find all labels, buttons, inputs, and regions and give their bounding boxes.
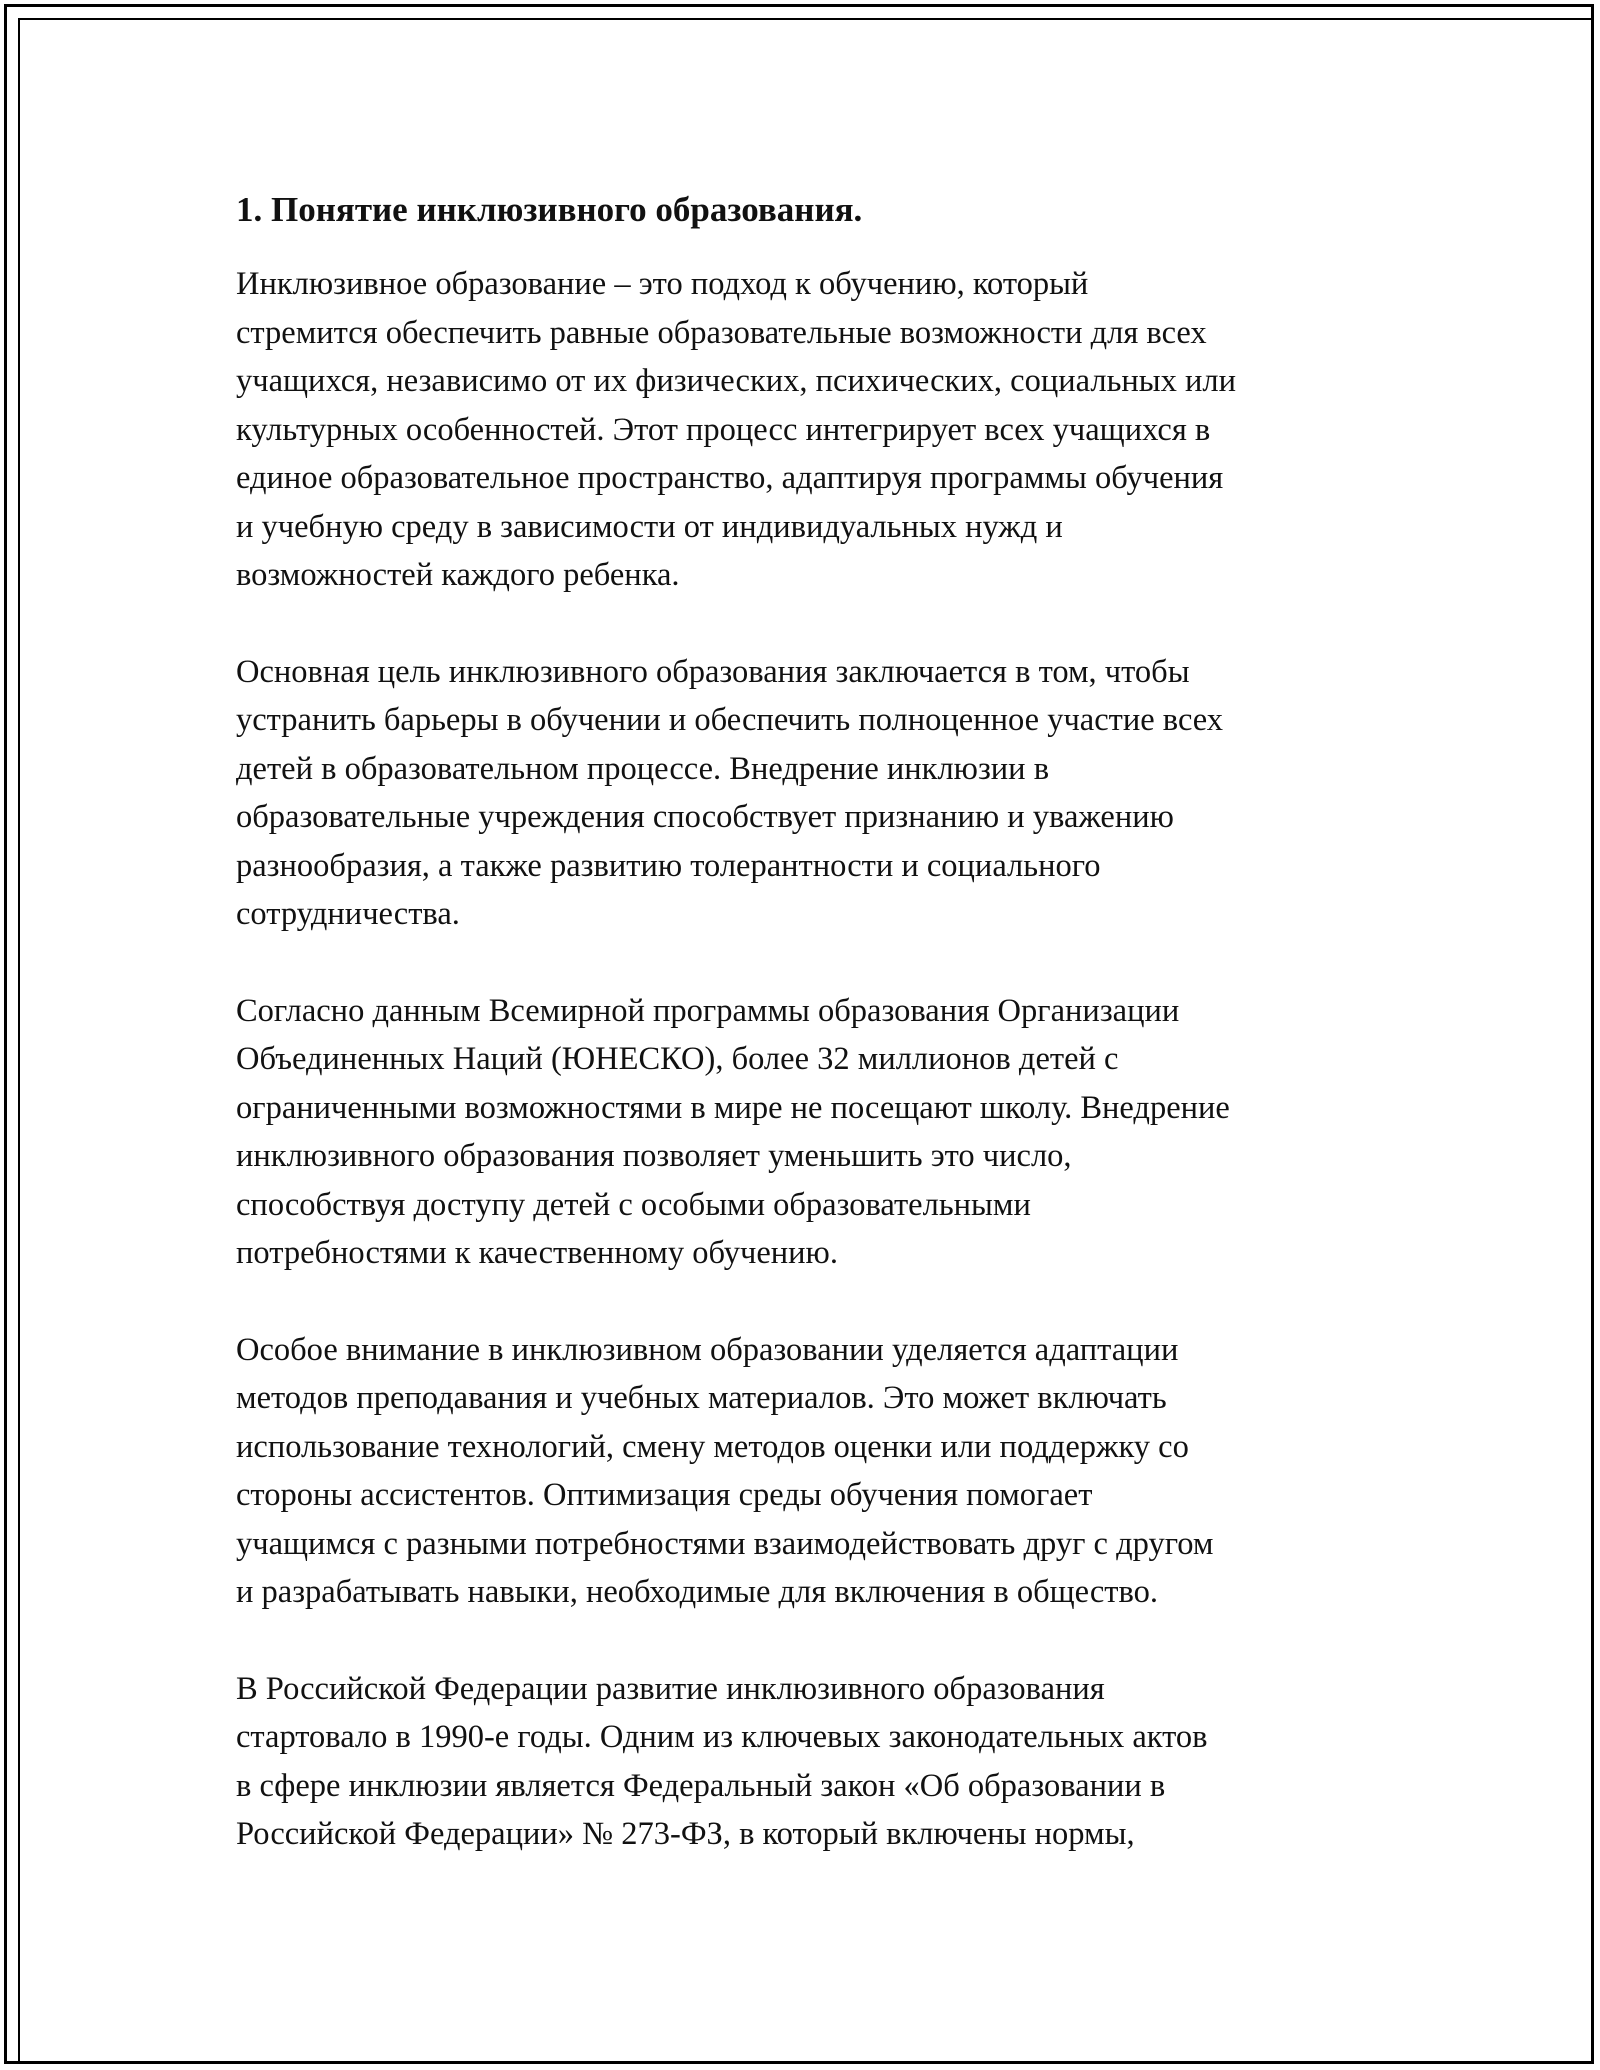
paragraph-line: стартовало в 1990-е годы. Одним из ключевых законодательных актов — [236, 1719, 1208, 1755]
paragraph-3 — [236, 987, 1366, 1278]
paragraph-line: инклюзивного образования позволяет уменьшить это число, — [236, 1138, 1072, 1174]
paragraph-line: В Российской Федерации развитие инклюзивного образования — [236, 1670, 1105, 1707]
paragraph-line: методов преподавания и учебных материалов. Это может включать — [236, 1380, 1167, 1416]
paragraph-1 — [236, 260, 1366, 600]
paragraph-line: Объединенных Наций (ЮНЕСКО), более 32 миллионов детей с — [236, 1041, 1119, 1077]
paragraph-line: в сфере инклюзии является Федеральный закон «Об образовании в — [236, 1767, 1166, 1804]
paragraph-line: детей в образовательном процессе. Внедрение инклюзии в — [236, 750, 1050, 787]
paragraph-2 — [236, 648, 1366, 939]
paragraph-line: стремится обеспечить равные образовательные возможности для всех — [236, 314, 1207, 351]
paragraph-line: возможностей каждого ребенка. — [236, 557, 680, 593]
paragraph-line: Особое внимание в инклюзивном образовании уделяется адаптации — [236, 1331, 1179, 1368]
document-body — [236, 186, 1366, 1907]
paragraph-line: и разрабатывать навыки, необходимые для включения в общество. — [236, 1574, 1159, 1610]
paragraph-line: способствуя доступу детей с особыми образовательными — [236, 1186, 1031, 1223]
paragraph-line: учащихся, независимо от их физических, психических, социальных или — [236, 363, 1236, 399]
paragraph-line: Основная цель инклюзивного образования заключается в том, чтобы — [236, 653, 1190, 690]
paragraph-line: Инклюзивное образование – это подход к обучению, который — [236, 266, 1089, 302]
paragraph-line: Согласно данным Всемирной программы образования Организации — [236, 992, 1180, 1029]
paragraph-line: и учебную среду в зависимости от индивидуальных нужд и — [236, 508, 1063, 545]
paragraph-line: единое образовательное пространство, адаптируя программы обучения — [236, 460, 1224, 496]
paragraph-line: разнообразия, а также развитию толерантности и социального — [236, 847, 1101, 884]
paragraph-line: использование технологий, смену методов оценки или поддержку со — [236, 1428, 1189, 1465]
paragraph-line: сотрудничества. — [236, 896, 460, 932]
paragraph-line: Российской Федерации» № 273-ФЗ, в который включены нормы, — [236, 1816, 1135, 1852]
paragraph-line: устранить барьеры в обучении и обеспечить полноценное участие всех — [236, 702, 1224, 738]
paragraph-4 — [236, 1326, 1366, 1617]
paragraph-line: потребностями к качественному обучению. — [236, 1235, 838, 1271]
section-heading: 1. Понятие инклюзивного образования. — [236, 190, 863, 229]
paragraph-line: культурных особенностей. Этот процесс интегрирует всех учащихся в — [236, 411, 1211, 448]
paragraph-line: образовательные учреждения способствует признанию и уважению — [236, 799, 1174, 835]
paragraph-line: учащимся с разными потребностями взаимодействовать друг с другом — [236, 1525, 1214, 1562]
paragraph-5 — [236, 1665, 1366, 1859]
paragraph-line: стороны ассистентов. Оптимизация среды обучения помогает — [236, 1477, 1093, 1513]
paragraph-line: ограниченными возможностями в мире не посещают школу. Внедрение — [236, 1089, 1230, 1126]
